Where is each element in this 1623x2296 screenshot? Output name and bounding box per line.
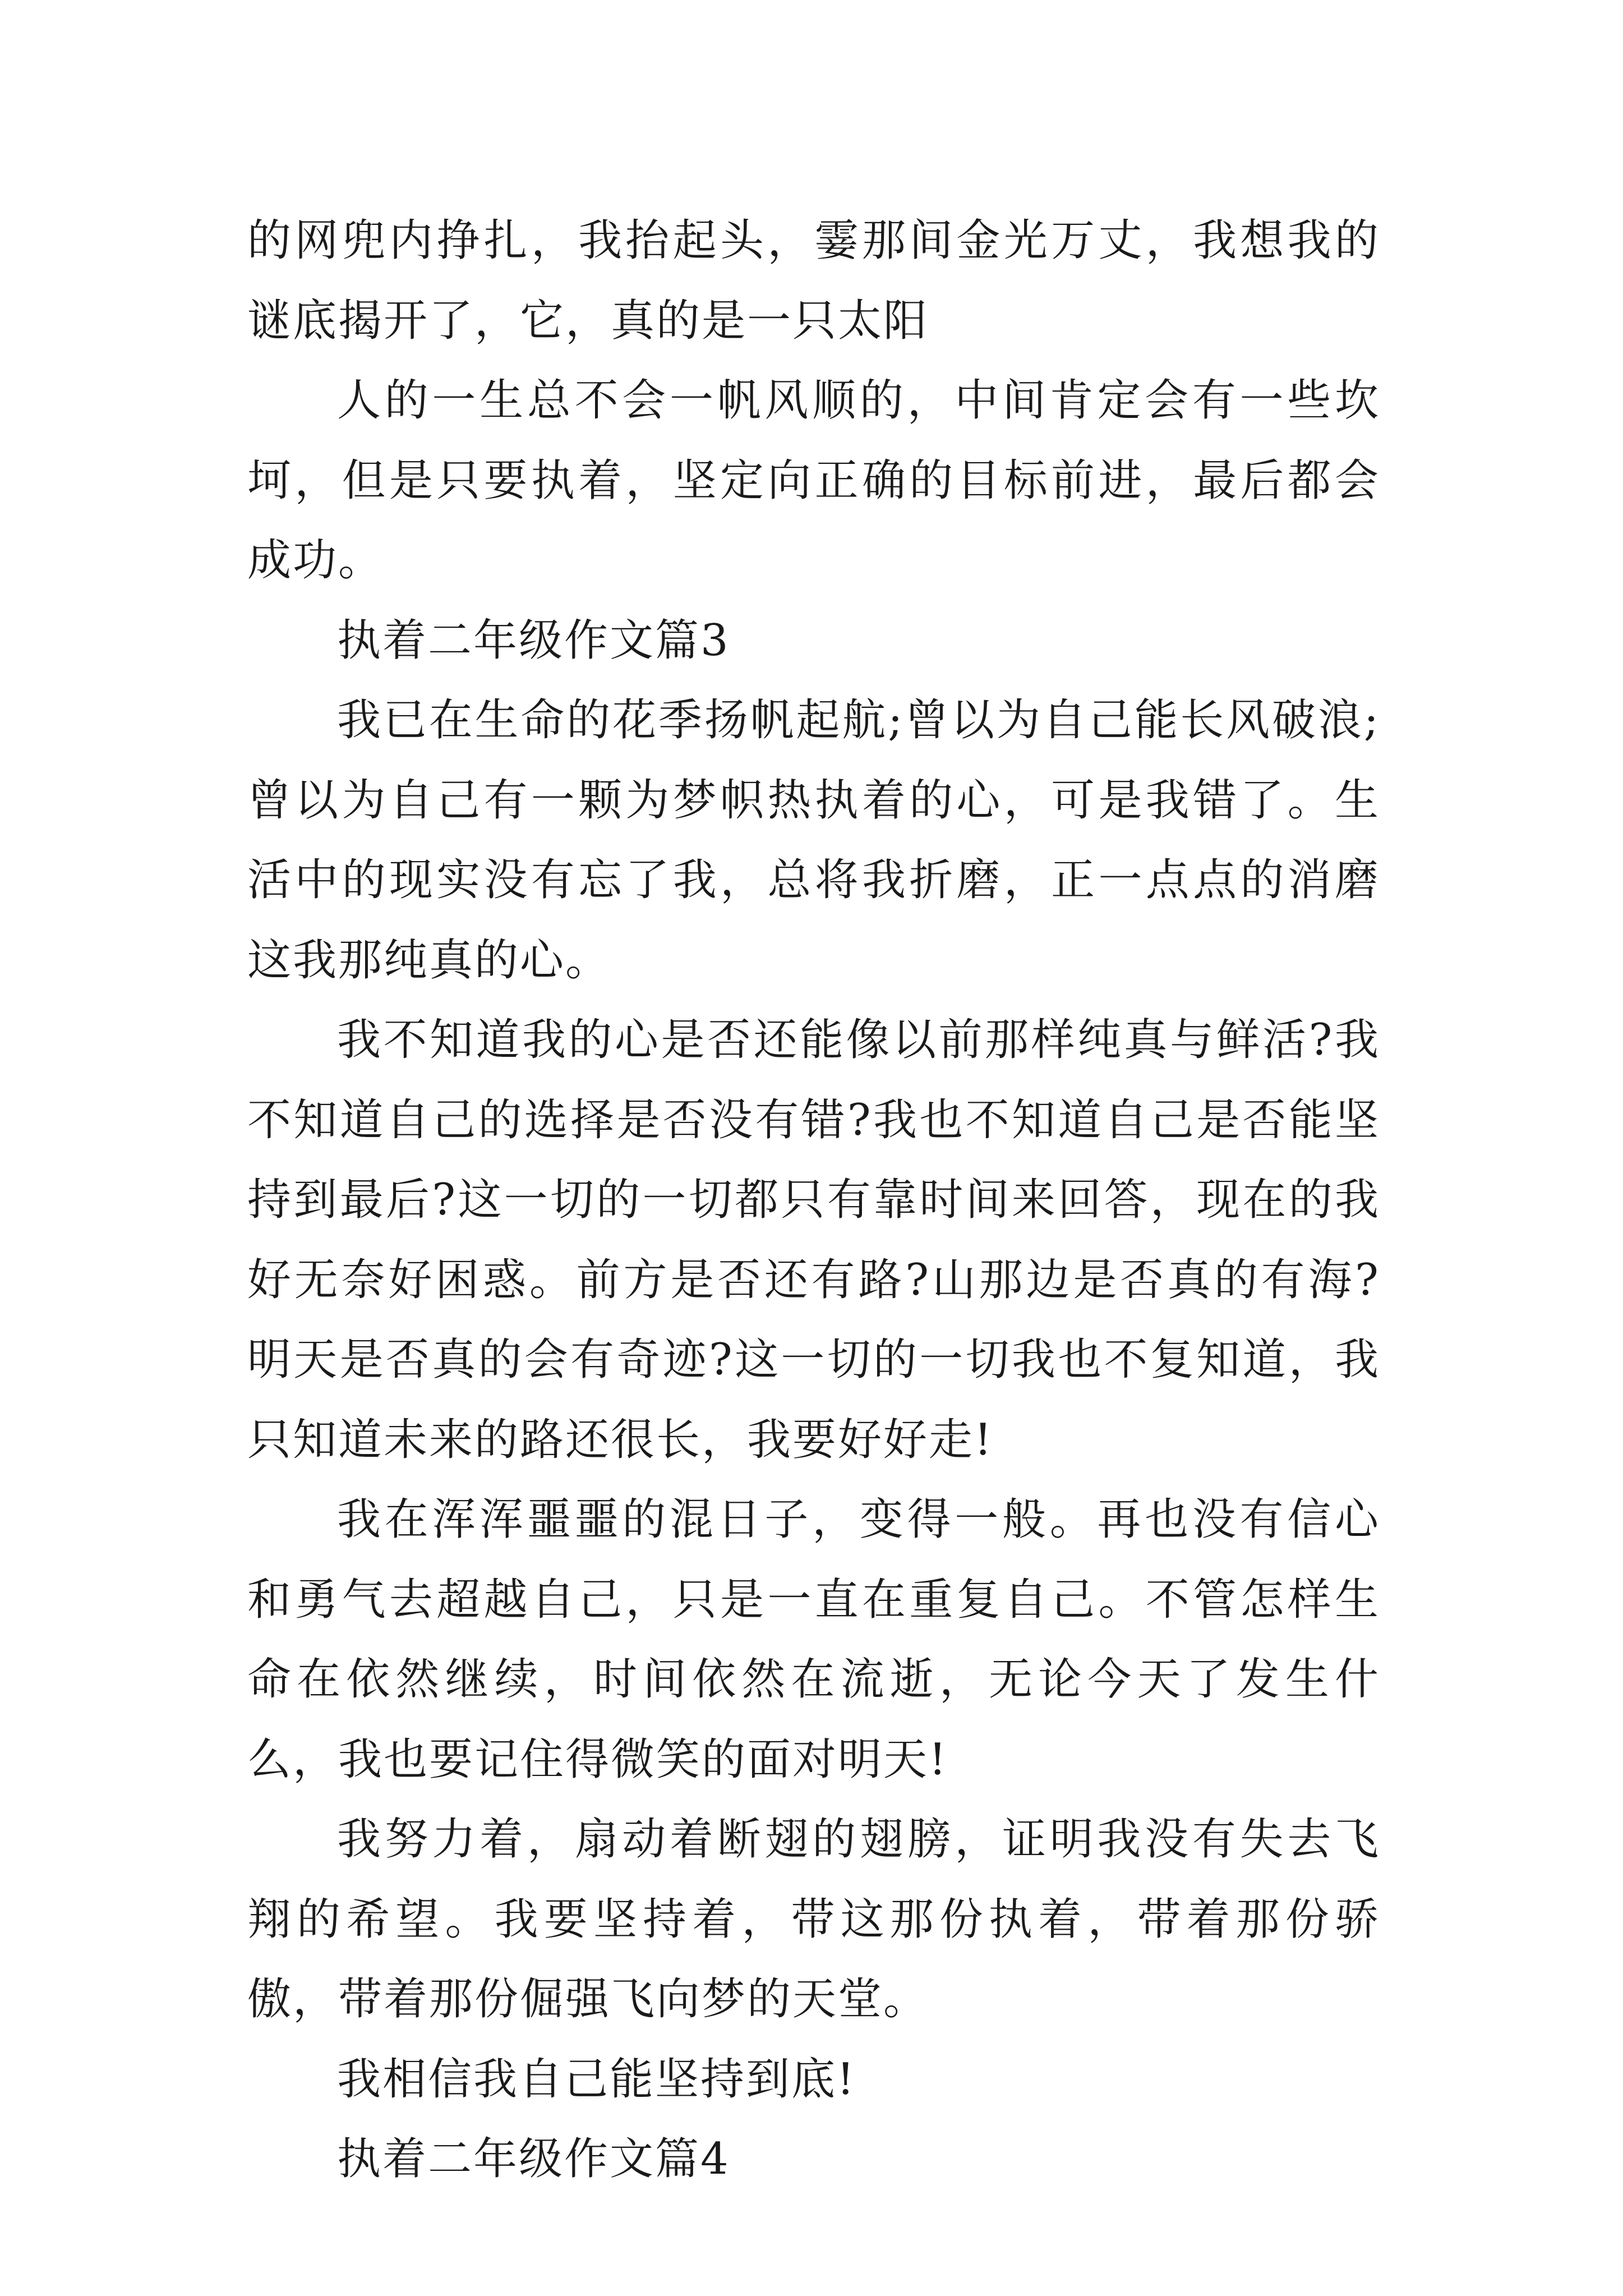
section-heading: 执着二年级作文篇3: [337, 615, 730, 666]
paragraph-continued: 的网兜内挣扎，我抬起头，霎那间金光万丈，我想我的谜底揭开了，它，真的是一只太阳: [247, 215, 1380, 346]
paragraph: 人的一生总不会一帆风顺的，中间肯定会有一些坎坷，但是只要执着，坚定向正确的目标前进，最后都会成功。: [247, 375, 1380, 586]
paragraph: 我在浑浑噩噩的混日子，变得一般。再也没有信心和勇气去超越自己，只是一直在重复自己。不管怎样生命在依然继续，时间依然在流逝，无论今天了发生什么，我也要记住得微笑的面对明天!: [247, 1494, 1380, 1785]
paragraph: 我努力着，扇动着断翅的翅膀，证明我没有失去飞翔的希望。我要坚持着，带这那份执着，带着那份骄傲，带着那份倔强飞向梦的天堂。: [247, 1814, 1380, 2024]
essay-body: [247, 201, 1380, 2200]
paragraph: 我不知道我的心是否还能像以前那样纯真与鲜活?我不知道自己的选择是否没有错?我也不知道自己是否能坚持到最后?这一切的一切都只有靠时间来回答，现在的我好无奈好困惑。前方是否还有路?山那边是否真的有海?明天是否真的会有奇迹?这一切的一切我也不复知道，我只知道未来的路还很长，我要好好走!: [247, 1015, 1380, 1465]
paragraph: 我已在生命的花季扬帆起航;曾以为自己能长风破浪;曾以为自己有一颗为梦帜热执着的心，可是我错了。生活中的现实没有忘了我，总将我折磨，正一点点的消磨这我那纯真的心。: [247, 695, 1380, 986]
paragraph: 我相信我自己能坚持到底!: [337, 2054, 856, 2105]
section-heading: 执着二年级作文篇4: [337, 2134, 730, 2184]
